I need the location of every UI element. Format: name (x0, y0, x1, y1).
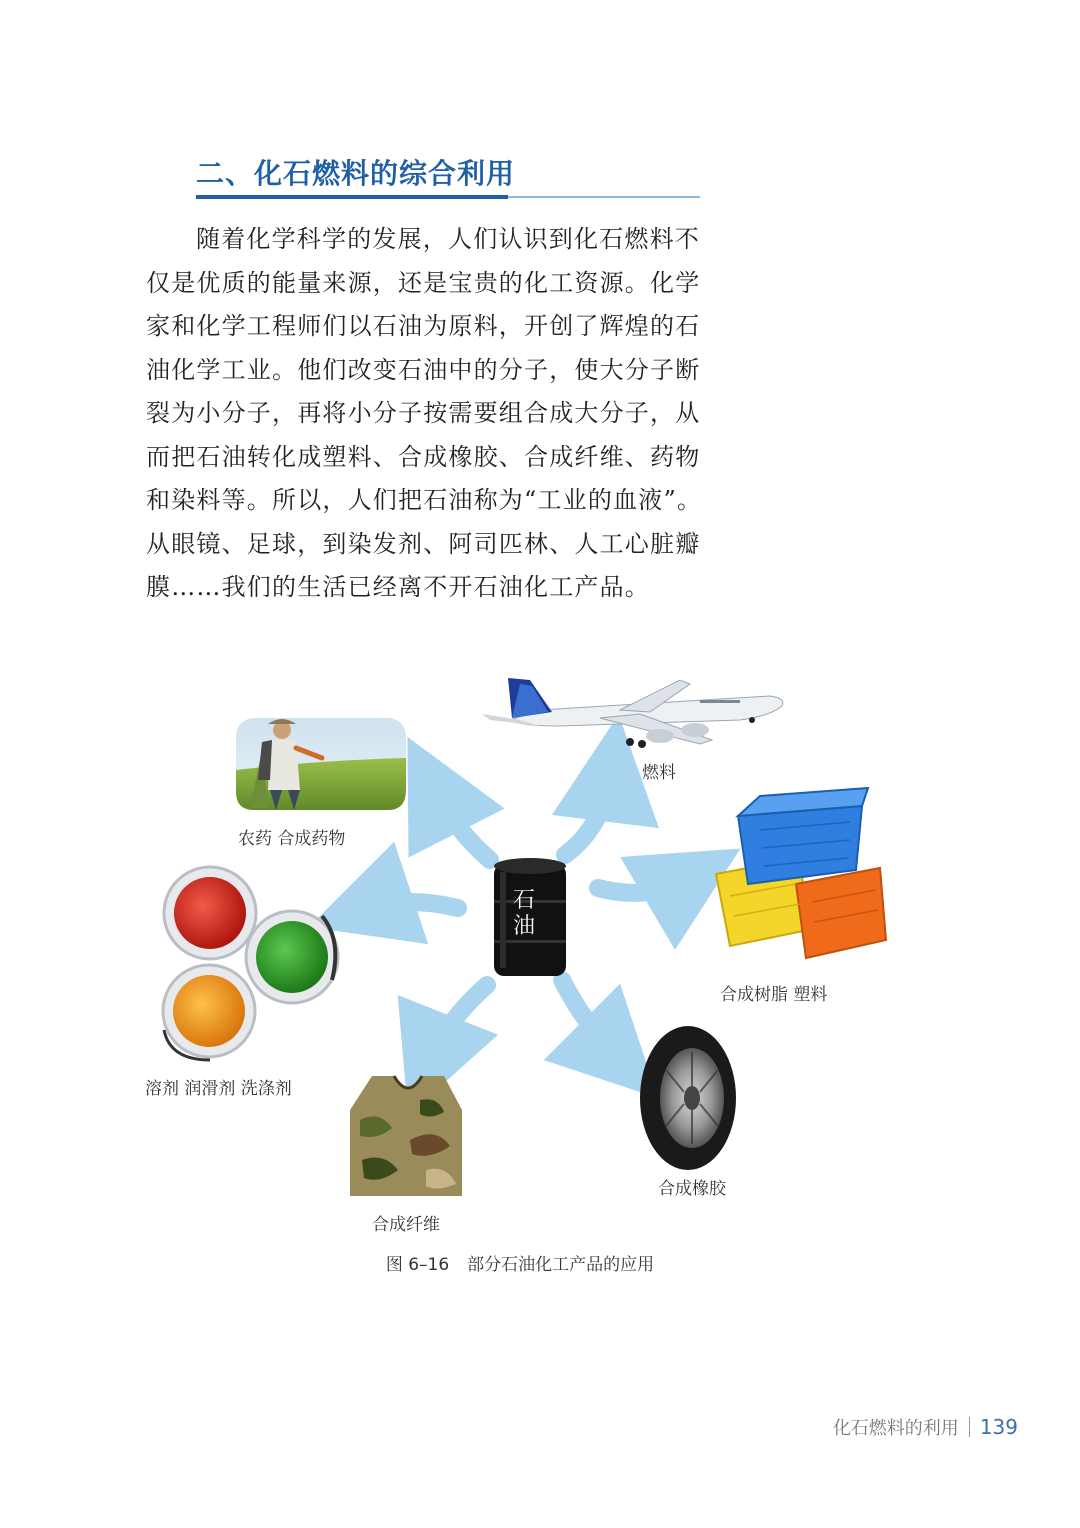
body-line: 和染料等。所以，人们把石油称为“工业的血液”。 (146, 486, 703, 514)
label-rubber: 合成橡胶 (658, 1179, 726, 1199)
body-line: 裂为小分子，再将小分子按需要组合成大分子，从 (146, 399, 701, 427)
label-solvent: 溶剂 润滑剂 洗涤剂 (145, 1079, 292, 1099)
body-line: 家和化学工程师们以石油为原料，开创了辉煌的石 (146, 312, 701, 340)
arrow-to-fuel (565, 768, 612, 855)
figure-number: 图 6–16 (385, 1255, 450, 1275)
title-underline-accent (196, 195, 508, 199)
body-paragraph (146, 218, 706, 610)
airplane-image (482, 678, 783, 748)
arrow-to-pesticide (432, 785, 490, 860)
label-resin: 合成树脂 塑料 (720, 985, 828, 1005)
label-pesticide: 农药 合成药物 (238, 829, 346, 849)
tire-image (640, 1026, 736, 1170)
barrel-label-char: 油 (513, 914, 536, 939)
arrow-to-solvent (360, 902, 458, 910)
section-title: 二、化石燃料的综合利用 (196, 157, 516, 190)
paint-buckets-image (163, 867, 338, 1060)
body-line: 而把石油转化成塑料、合成橡胶、合成纤维、药物 (146, 442, 701, 471)
petrochemical-figure (0, 640, 1080, 1300)
figure-caption (0, 1250, 1040, 1275)
footer-divider (969, 1417, 970, 1437)
plastic-crates-image (716, 788, 886, 958)
label-fiber: 合成纤维 (372, 1215, 440, 1235)
farmer-spraying-image (236, 718, 406, 810)
body-line: 油化学工业。他们改变石油中的分子，使大分子断 (146, 355, 701, 384)
barrel-label-char: 石 (513, 888, 536, 913)
figure-caption-text: 部分石油化工产品的应用 (467, 1255, 655, 1275)
body-line: 随着化学科学的发展，人们认识到化石燃料不 (196, 225, 700, 253)
arrow-to-rubber (562, 980, 620, 1060)
body-line: 膜……我们的生活已经离不开石油化工产品。 (146, 573, 650, 601)
body-line: 仅是优质的能量来源，还是宝贵的化工资源。化学 (146, 268, 701, 297)
footer-chapter: 化石燃料的利用 (832, 1418, 959, 1439)
barrel-label (513, 888, 535, 940)
arrow-to-fiber (428, 985, 487, 1065)
label-fuel: 燃料 (642, 763, 676, 783)
figure-drawing (0, 640, 1080, 1300)
arrow-to-resin (598, 876, 694, 893)
camouflage-vest-image (350, 1076, 462, 1196)
body-line: 从眼镜、足球，到染发剂、阿司匹林、人工心脏瓣 (146, 529, 701, 558)
page-number: 139 (979, 1415, 1018, 1439)
page-footer (833, 1414, 1018, 1440)
